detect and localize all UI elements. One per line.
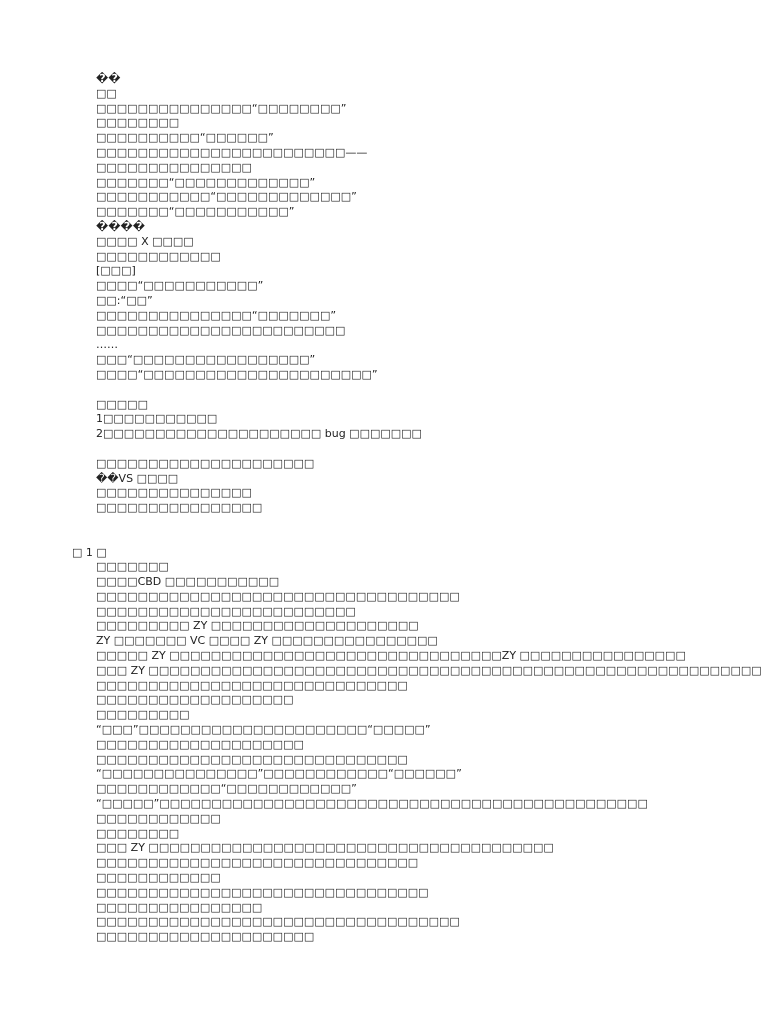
text-line: □□□□□□□□□□□□□□□□ <box>96 900 263 914</box>
text-line: ���� <box>96 219 145 233</box>
text-line: □□□□□□□ <box>96 560 169 574</box>
text-line: □□□□□□□□□□□□□□□□□□□□ <box>96 737 304 751</box>
text-line: □□□□□□□□ <box>96 116 180 130</box>
text-line: □□□□CBD □□□□□□□□□□□ <box>96 575 280 589</box>
text-line: □□□□□□□□□□□□□□□“□□□□□□□□” <box>96 101 347 115</box>
paragraph-gap <box>0 531 768 546</box>
text-line: □□□□“□□□□□□□□□□□□□□□□□□□□□□” <box>96 367 378 381</box>
text-line: □□□□□□□□□□□□□□□□□□□□□□□□ <box>96 323 346 337</box>
text-line: □□□□□□□□□□□□“□□□□□□□□□□□□” <box>96 782 357 796</box>
text-line: □□□□□ <box>96 397 148 411</box>
text-line: “□□□□□□□□□□□□□□□”□□□□□□□□□□□□“□□□□□□” <box>96 767 462 781</box>
text-line: …… <box>96 338 118 352</box>
paragraph-gap <box>0 383 768 398</box>
text-line: □□:“□□” <box>96 293 153 307</box>
text-line: □□□□□□□□□□□□□□□ <box>96 160 252 174</box>
text-line: □□□□□□□□□□□□ <box>96 871 221 885</box>
text-line: 2□□□□□□□□□□□□□□□□□□□□□ bug □□□□□□□ <box>96 427 422 441</box>
text-line: □□□□□□□□□□□□□□□□□□□□□□□□□□□□□□ <box>96 752 408 766</box>
text-line: [□□□] <box>96 264 136 278</box>
text-line: □□□□□□□□□□□□□□□□ <box>96 501 263 515</box>
text-line: □□□□□□□□□□□□□□□“□□□□□□□” <box>96 308 337 322</box>
text-line: □□□□□□□□□ ZY □□□□□□□□□□□□□□□□□□□□ <box>96 619 419 633</box>
document-page <box>0 72 768 945</box>
paragraph-gap <box>0 516 768 531</box>
text-line: □□□□□□□□□□□□ <box>96 811 221 825</box>
chapter-heading: □ 1 □ <box>72 545 107 559</box>
text-line: □□□ ZY □□□□□□□□□□□□□□□□□□□□□□□□□□□□□□□□□□□□□□□□□□□□□□□□□□□□□□□□□□□ <box>96 663 762 677</box>
text-line: □□□□□□□□ <box>96 826 180 840</box>
text-line: □□□□□□□□□ <box>96 708 190 722</box>
text-line: □□□□□ ZY □□□□□□□□□□□□□□□□□□□□□□□□□□□□□□□□ZY □□□□□□□□□□□□□□□□ <box>96 649 686 663</box>
text-line: ��VS □□□□ <box>96 471 179 485</box>
text-line: “□□□□□”□□□□□□□□□□□□□□□□□□□□□□□□□□□□□□□□□□□□□□□□□□□□□□□ <box>96 797 648 811</box>
text-line: □□□□□□□□□□□□ <box>96 249 221 263</box>
text-line: □□□ ZY □□□□□□□□□□□□□□□□□□□□□□□□□□□□□□□□□□□□□□□ <box>96 841 554 855</box>
text-line: □□□□□□□□□□□□□□□□□□□□□□□□□□□□□□□ <box>96 856 419 870</box>
text-line: □□ <box>96 86 117 100</box>
text-line: □□□□□□□□□□□□□□□□□□□□□□□□□ <box>96 604 356 618</box>
text-line: �� <box>96 72 121 85</box>
text-line: □□□□□□□□□□□□□□□ <box>96 486 252 500</box>
text-line: □□□□“□□□□□□□□□□□” <box>96 279 264 293</box>
text-line: 1□□□□□□□□□□□ <box>96 412 218 426</box>
paragraph-gap <box>0 442 768 457</box>
text-line: □□□□□□□□□□□□□□□□□□□□□□□□□□□□□□□□ <box>96 885 429 899</box>
text-line: “□□□”□□□□□□□□□□□□□□□□□□□□□□“□□□□□” <box>96 723 431 737</box>
section-vs <box>0 457 768 516</box>
text-line: □□□□□□□□□□□□□□□□□□□□□ <box>96 456 315 470</box>
text-line: □□□□□□□□□□□“□□□□□□□□□□□□□” <box>96 190 357 204</box>
text-line: □□□□□□□□□□“□□□□□□” <box>96 131 274 145</box>
text-line: □□□□□□□“□□□□□□□□□□□□□” <box>96 175 316 189</box>
chapter-section <box>0 546 768 946</box>
text-line: □□□□□□□□□□□□□□□□□□□□□□□□□□□□□□ <box>96 678 408 692</box>
text-line: □□□“□□□□□□□□□□□□□□□□□” <box>96 353 316 367</box>
text-line: ZY □□□□□□□ VC □□□□ ZY □□□□□□□□□□□□□□□□ <box>96 634 438 648</box>
section-list <box>0 398 768 442</box>
section-intro <box>0 72 768 383</box>
text-line: □□□□□□□□□□□□□□□□□□□□□□□□—— <box>96 145 368 159</box>
text-line: □□□□□□□□□□□□□□□□□□□□□ <box>96 930 315 944</box>
text-line: □□□□□□□□□□□□□□□□□□□□□□□□□□□□□□□□□□□ <box>96 589 460 603</box>
text-line: □□□□ X □□□□ <box>96 234 194 248</box>
text-line: □□□□□□□“□□□□□□□□□□□” <box>96 205 295 219</box>
text-line: □□□□□□□□□□□□□□□□□□□ <box>96 693 294 707</box>
text-line: □□□□□□□□□□□□□□□□□□□□□□□□□□□□□□□□□□□ <box>96 915 460 929</box>
